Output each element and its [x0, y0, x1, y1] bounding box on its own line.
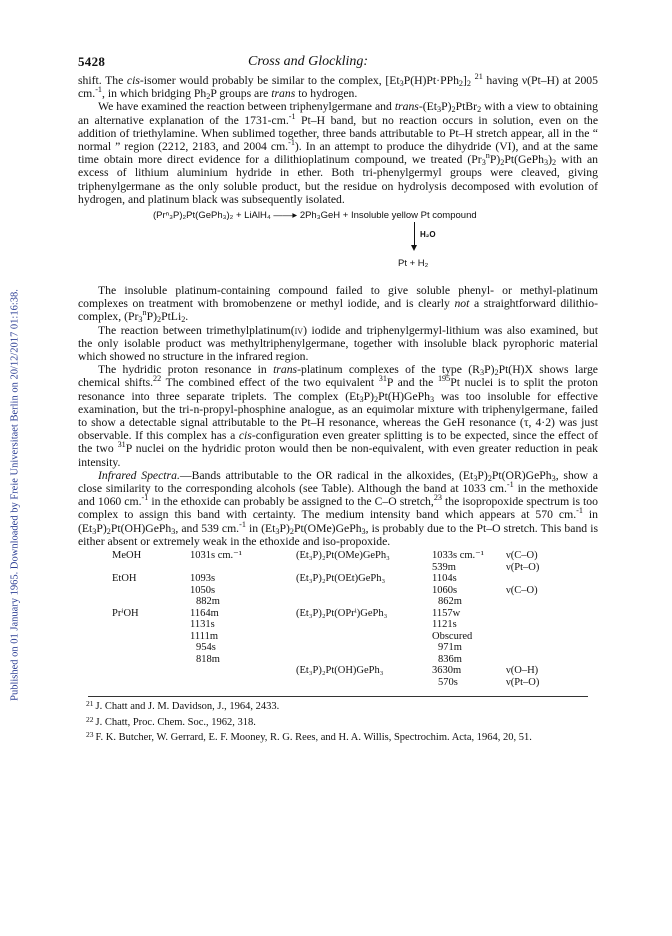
paragraph: Infrared Spectra.—Bands attributable to the OR radical in the alkoxides, $(Et_3P)_2Pt(OR)GePh_3$, show a close similarity to the corresponding alcohols (see Table). Although the band at 1033 cm.$^{-1}$ in the methoxide and 1060 cm.$^{-1}$ in the ethoxide can probably be assigned to the C–O stretch,$^{23}$ the isopropoxide spectrum is too complex to assign this band with certainty. The medium intensity band which appears at 570 cm.$^{-1}$ in $(Et_3P)_2Pt(OH)GePh_3$, and 539 cm.$^{-1}$ in $(Et_3P)_2Pt(OMe)GePh_3$, is probably due to the Pt–O stretch. This band is either absent or extremely weak in the ethoxide and iso-propoxide. [78, 468, 599, 548]
complex-formula: (Et₃P)₂Pt(OMe)GePh₃ [296, 550, 390, 562]
alcohol-band: 954s [196, 642, 216, 654]
band-assignment: ν(C–O) [506, 584, 538, 596]
complex-band: 1104s [432, 573, 457, 585]
reaction-product: Pt + H₂ [398, 258, 429, 270]
alcohol-band: 1050s [190, 584, 216, 596]
band-assignment: ν(O–H) [506, 665, 539, 677]
reaction-scheme [78, 206, 598, 284]
complex-band: 1060s [432, 584, 458, 596]
ir-band-table [78, 548, 598, 690]
complex-band: 862m [438, 596, 462, 608]
complex-band: 971m [438, 642, 462, 654]
footnote: $^{23}$ F. K. Butcher, W. Gerrard, E. F. Mooney, R. G. Rees, and H. A. Willis, Spectrochim. Acta, 1964, 20, 51. [86, 730, 532, 744]
page-number: 5428 [78, 54, 106, 69]
down-arrow-icon [414, 222, 415, 246]
alcohol-name: EtOH [112, 573, 137, 585]
paragraph: The hydridic proton resonance in trans-platinum complexes of the type $(R_3P)_2Pt(H)X$ shows large chemical shifts.$^{22}$ The combined effect of the two equivalent $^{31}$P and the $^{195}$Pt nuclei is to split the proton resonance into three separate triplets. The complex $(Et_3P)_2Pt(H)GePh_3$ was too insoluble for effective examination, but the tri-n-propyl-phosphine analogue, as an equimolar mixture with triphenylgermane, failed to show a detectable signal attributable to the Pt–H resonance, whereas the GeH resonance (τ, 4·2) was just observable. If this complex has a cis-configuration even greater splitting is to be expected, since the effect of the two $^{31}$P nuclei on the hydridic proton would then be non-equivalent, with even greater reduction in peak intensity. [78, 363, 599, 469]
footnote-divider [88, 696, 588, 697]
complex-formula: (Et₃P)₂Pt(OH)GePh₃ [296, 665, 384, 677]
page-header [78, 54, 598, 74]
complex-band: 539m [432, 561, 456, 573]
alcohol-band: 882m [196, 596, 220, 608]
band-assignment: ν(C–O) [506, 550, 538, 562]
footnote: $^{22}$ J. Chatt, Proc. Chem. Soc., 1962, 318. [86, 714, 256, 728]
reagent-label: H₂O [420, 230, 436, 240]
complex-band: 1033s cm.⁻¹ [432, 550, 484, 562]
alcohol-band: 818m [196, 653, 220, 665]
alcohol-band: 1093s [190, 573, 216, 585]
complex-band: 3630m [432, 665, 462, 677]
band-assignment: ν(Pt–O) [506, 561, 540, 573]
alcohol-band: 1111m [190, 630, 218, 642]
alcohol-band: 1031s cm.⁻¹ [190, 550, 242, 562]
complex-band: 1157w [432, 607, 461, 619]
paragraph: shift. The cis-isomer would probably be similar to the complex, $[Et_3P(H)Pt\cdot PPh_2]_2$ $^{21}$ having ν(Pt–H) at 2005 cm.$^{-1}$, in which bridging $Ph_2P$ groups are trans to hydrogen. [78, 72, 598, 102]
reaction-equation: (Prⁿ₃P)₂Pt(GePh₃)₂ + LiAlH₄ ——▸ 2Ph₃GeH + Insoluble yellow Pt compound [153, 210, 477, 222]
paragraph: We have examined the reaction between triphenylgermane and trans-$(Et_3P)_2PtBr_2$ with a view to obtaining an alternative explanation of the 1731-cm.$^{-1}$ Pt–H band, but no reaction occurs in solution, even on the addition of triethylamine. When sublimed together, three bands attributable to Pt–H stretch appear, all in the “ normal ” region (2212, 2183, and 2004 cm.$^{-1}$). In an attempt to produce the dihydride (VI), and at the same time obtain more direct evidence for a dilithioplatinum compound, we treated $(Pr_3^nP)_2Pt(GePh_3)_2$ with an excess of lithium aluminium hydride in ether. Both tri-phenylgermyl groups were cleaved, giving triphenylgermane as the only soluble product, but the residue on hydrolysis decomposed with evolution of hydrogen, and platinum black was subsequently isolated. [78, 100, 599, 206]
alcohol-band: 1131s [190, 619, 215, 631]
complex-band: 570s [438, 676, 458, 688]
article-page [78, 54, 598, 744]
paragraph: The insoluble platinum-containing compound failed to give soluble phenyl- or methyl-platinum complexes on treatment with bromobenzene or methyl iodide, and is clearly not a straightforward dilithio-complex, $(Pr_3^nP)_2PtLi_2$. [78, 284, 598, 325]
alcohol-band: 1164m [190, 607, 219, 619]
running-title: Cross and Glockling: [248, 54, 369, 69]
complex-formula: (Et₃P)₂Pt(OEt)GePh₃ [296, 573, 386, 585]
alcohol-name: MeOH [112, 550, 142, 562]
alcohol-name: PrⁱOH [112, 607, 139, 619]
footnote: $^{21}$ J. Chatt and J. M. Davidson, J., 1964, 2433. [86, 699, 280, 713]
download-watermark: Published on 01 January 1965. Downloaded by Freie Universitaet Berlin on 20/12/2017 01:16:38. [9, 289, 21, 701]
paragraph: The reaction between trimethylplatinum(iv) iodide and triphenylgermyl-lithium was also examined, but the only isolable product was methyltriphenylgermane, together with insoluble black pyrophoric material which showed no structure in the infrared region. [78, 323, 598, 364]
complex-band: 836m [438, 653, 462, 665]
band-assignment: ν(Pt–O) [506, 676, 540, 688]
complex-band: 1121s [432, 619, 457, 631]
complex-formula: (Et₃P)₂Pt(OPrⁱ)GePh₃ [296, 607, 388, 619]
complex-band: Obscured [432, 630, 473, 642]
